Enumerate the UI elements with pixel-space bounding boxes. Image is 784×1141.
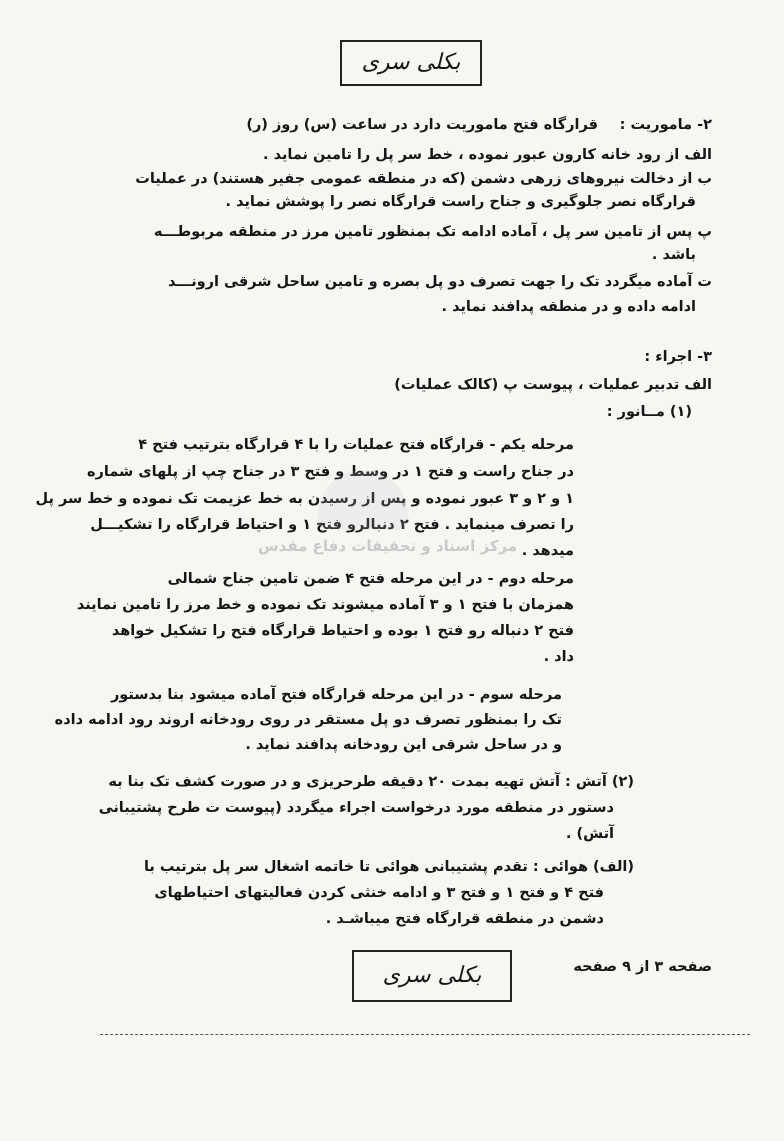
phase1-line3: ۱ و ۲ و ۳ عبور نموده و پس از رسیدن به خط عزیمت تک نموده و خط سر پل	[35, 491, 574, 507]
fire-line1: (۲) آتش : آتش تهیه بمدت ۲۰ دقیقه طرحریزی و در صورت کشف تک بنا به	[108, 774, 634, 790]
mission-item-pe-2: باشد .	[651, 247, 696, 263]
air-line1: (الف) هوائی : تقدم پشتیبانی هوائی تا خاتمه اشغال سر پل بترتیب با	[143, 859, 634, 875]
mission-item-be-2: قرارگاه نصر جلوگیری و جناح راست قرارگاه نصر را پوشش نماید .	[225, 194, 696, 210]
classification-stamp-bottom: بکلی سری	[352, 950, 512, 1002]
execution-alef: الف تدبیر عملیات ، پیوست پ (کالک عملیات)	[394, 377, 712, 393]
phase2-line4: داد .	[543, 649, 574, 665]
mission-item-te-2: ادامه داده و در منطقه پدافند نماید .	[441, 299, 696, 315]
phase1-line1: مرحله یکم - قرارگاه فتح عملیات را با ۴ قرارگاه بترتیب فتح ۴	[138, 437, 574, 453]
mission-item-be-1: ب از دخالت نیروهای زرهی دشمن (که در منطقه عمومی جفیر هستند) در عملیات	[135, 171, 712, 187]
air-line3: دشمن در منطقه قرارگاه فتح میباشـد .	[325, 911, 604, 927]
phase1-line5: میدهد .	[521, 543, 574, 559]
fire-line2: دستور در منطقه مورد درخواست اجراء میگردد (پیوست ت طرح پشتیبانی	[98, 800, 614, 816]
phase3-line1: مرحله سوم - در این مرحله قرارگاه فتح آماده میشود بنا بدستور	[110, 687, 562, 703]
phase2-line1: مرحله دوم - در این مرحله فتح ۴ ضمن تامین جناح شمالی	[167, 571, 574, 587]
manoeuvre-heading: (۱) مــانور :	[606, 404, 692, 420]
phase2-line2: همزمان با فتح ۱ و ۳ آماده میشوند تک نموده و خط مرز را تامین نمایند	[76, 597, 574, 613]
phase1-line4: را تصرف مینماید . فتح ۲ دنبالرو فتح ۱ و احتیاط قرارگاه را تشکیـــل	[90, 517, 574, 533]
mission-item-alef: الف از رود خانه کارون عبور نموده ، خط سر پل را تامین نماید .	[263, 147, 712, 163]
phase1-line2: در جناح راست و فتح ۱ در وسط و فتح ۳ در جناح چپ از پلهای شماره	[86, 464, 574, 480]
execution-heading: ۳- اجراء :	[644, 349, 712, 365]
mission-line1: قرارگاه فتح ماموریت دارد در ساعت (س) روز (ر)	[246, 117, 598, 133]
phase2-line3: فتح ۲ دنباله رو فتح ۱ بوده و احتیاط قرارگاه فتح را تشکیل خواهد	[111, 623, 574, 639]
watermark-text: مرکز اسناد و تحقیقات دفاع مقدس	[258, 537, 518, 555]
phase3-line3: و در ساحل شرقی این رودخانه پدافند نماید .	[245, 737, 562, 753]
page-number: صفحه ۳ از ۹ صفحه	[573, 959, 712, 975]
classification-stamp-top: بکلی سری	[340, 40, 482, 86]
mission-item-te-1: ت آماده میگردد تک را جهت تصرف دو پل بصره و تامین ساحل شرقی ارونـــد	[167, 274, 712, 290]
air-line2: فتح ۴ و فتح ۱ و فتح ۳ و ادامه خنثی کردن فعالیتهای احتیاطهای	[154, 885, 604, 901]
footer-rule	[100, 1034, 750, 1035]
fire-line3: آتش) .	[565, 826, 614, 842]
mission-heading: ۲- ماموریت :	[619, 117, 712, 133]
mission-item-pe-1: پ پس از تامین سر پل ، آماده ادامه تک بمنظور تامین مرز در منطقه مربوطـــه	[153, 224, 712, 240]
phase3-line2: تک را بمنظور تصرف دو پل مستقر در روی رودخانه اروند رود ادامه داده	[54, 712, 562, 728]
